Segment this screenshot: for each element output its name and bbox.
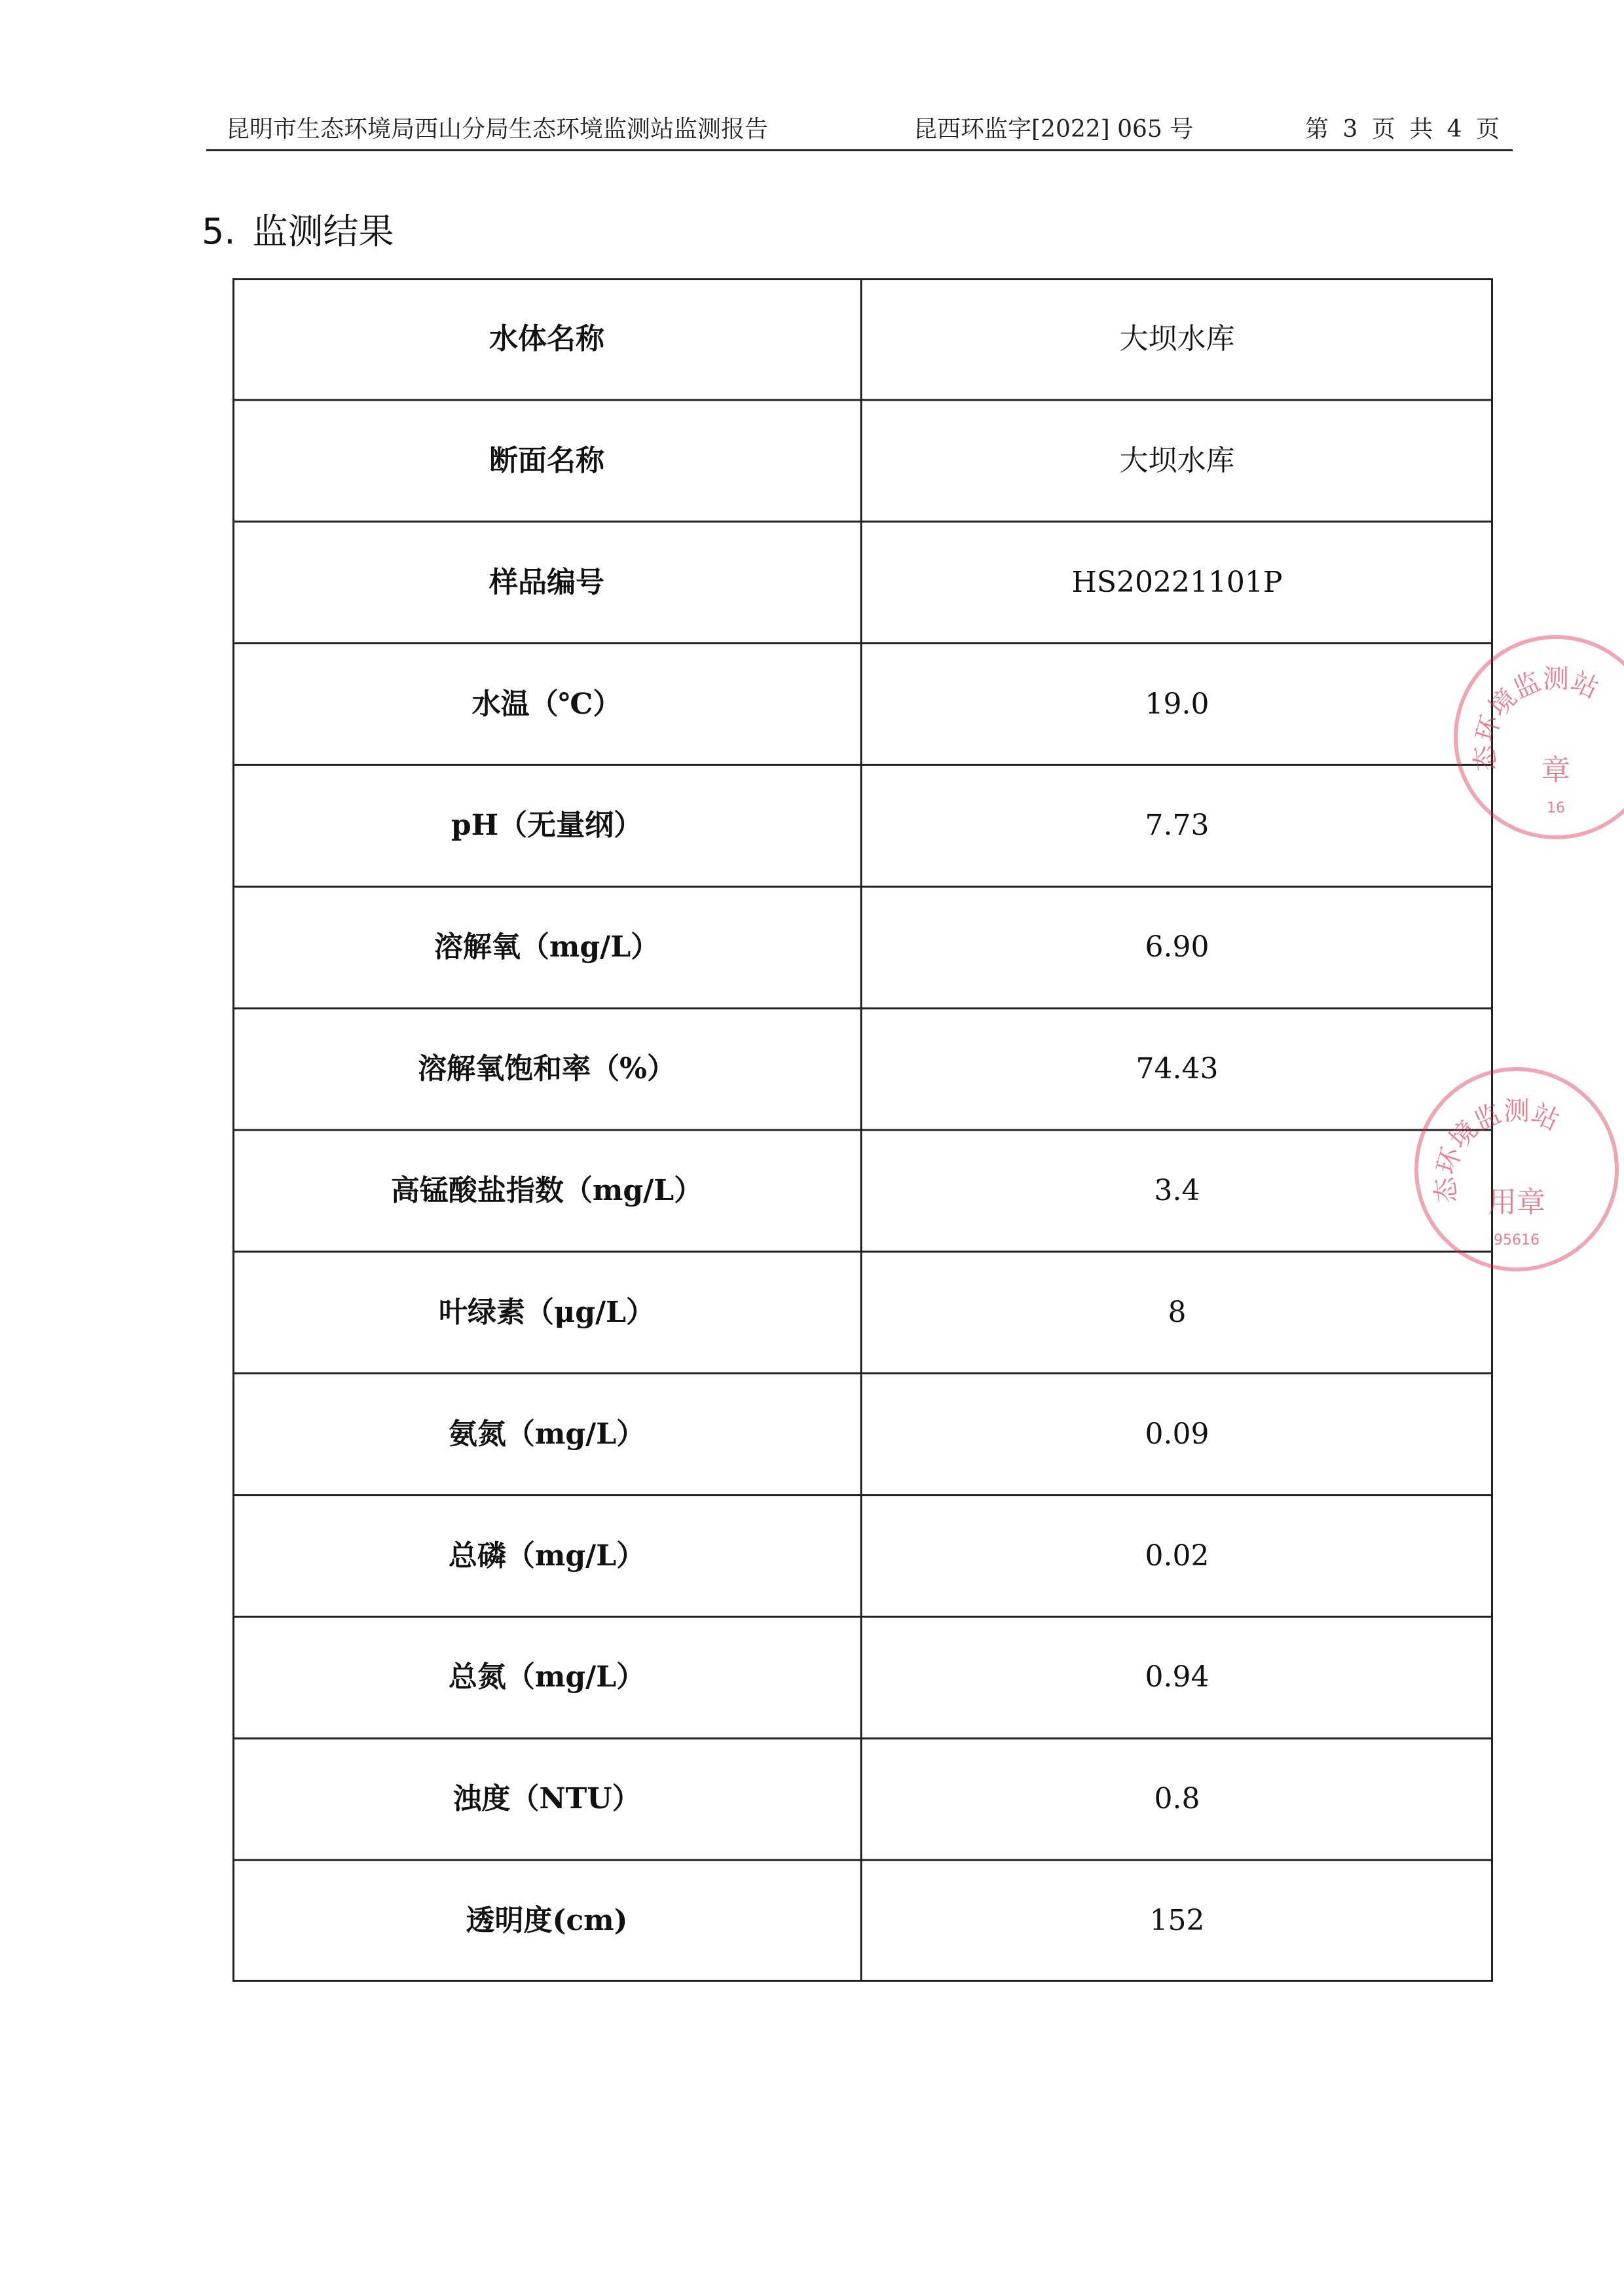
official-seal-stamp-2	[1414, 1067, 1619, 1271]
official-seal-stamp	[1454, 635, 1624, 839]
seal-2-code: 95616	[1494, 1232, 1540, 1248]
parameter-value: 大坝水库	[1119, 443, 1235, 477]
parameter-label: pH（无量纲）	[451, 809, 643, 843]
parameter-label: 溶解氧（mg/L）	[434, 930, 660, 964]
seal-1-arc-text: 态环境监测站	[1469, 664, 1603, 773]
parameter-label: 总磷（mg/L）	[448, 1539, 646, 1573]
parameter-value: 大坝水库	[1119, 322, 1235, 355]
parameter-label: 断面名称	[489, 443, 604, 477]
results-table	[232, 278, 1493, 1982]
parameter-label: 浊度（NTU）	[452, 1782, 641, 1816]
parameter-label: 水温（℃）	[471, 687, 622, 721]
parameter-value: 8	[1168, 1295, 1187, 1329]
parameter-value: 19.0	[1145, 687, 1209, 721]
seal-2-bottom-text: 用章	[1488, 1186, 1545, 1219]
seal-1-bottom-text: 章	[1541, 754, 1570, 787]
parameter-value: 152	[1149, 1904, 1205, 1938]
parameter-label: 水体名称	[489, 322, 604, 355]
parameter-value: 0.02	[1145, 1539, 1209, 1573]
report-org-title: 昆明市生态环境局西山分局生态环境监测站监测报告	[226, 116, 769, 143]
section-heading	[202, 208, 394, 255]
parameter-label: 透明度(cm)	[466, 1904, 628, 1938]
page-indicator: 第 3 页 共 4 页	[1304, 116, 1500, 143]
parameter-label: 高锰酸盐指数（mg/L）	[390, 1174, 703, 1207]
seal-2-arc-text: 态环境监测站	[1430, 1096, 1564, 1205]
svg-text:态环境监测站	[1469, 665, 1602, 773]
parameter-value: HS20221101P	[1071, 565, 1283, 599]
parameter-label: 氨氮（mg/L）	[448, 1417, 646, 1451]
document-number: 昆西环监字[2022] 065 号	[913, 116, 1194, 143]
seal-1-code: 16	[1547, 800, 1565, 816]
parameter-value: 6.90	[1145, 930, 1209, 964]
section-title: 监测结果	[252, 211, 394, 252]
parameter-value: 0.8	[1154, 1782, 1200, 1816]
parameter-value: 3.4	[1154, 1174, 1200, 1207]
parameter-label: 叶绿素（μg/L）	[439, 1295, 655, 1329]
section-number: 5.	[202, 211, 236, 252]
page-header	[206, 110, 1513, 151]
parameter-label: 总氮（mg/L）	[448, 1660, 646, 1694]
parameter-label: 溶解氧饱和率（%）	[418, 1052, 676, 1086]
parameter-value: 7.73	[1145, 809, 1209, 843]
parameter-label: 样品编号	[489, 565, 604, 599]
parameter-value: 0.94	[1145, 1660, 1209, 1694]
parameter-value: 74.43	[1135, 1052, 1219, 1086]
parameter-value: 0.09	[1145, 1417, 1209, 1451]
